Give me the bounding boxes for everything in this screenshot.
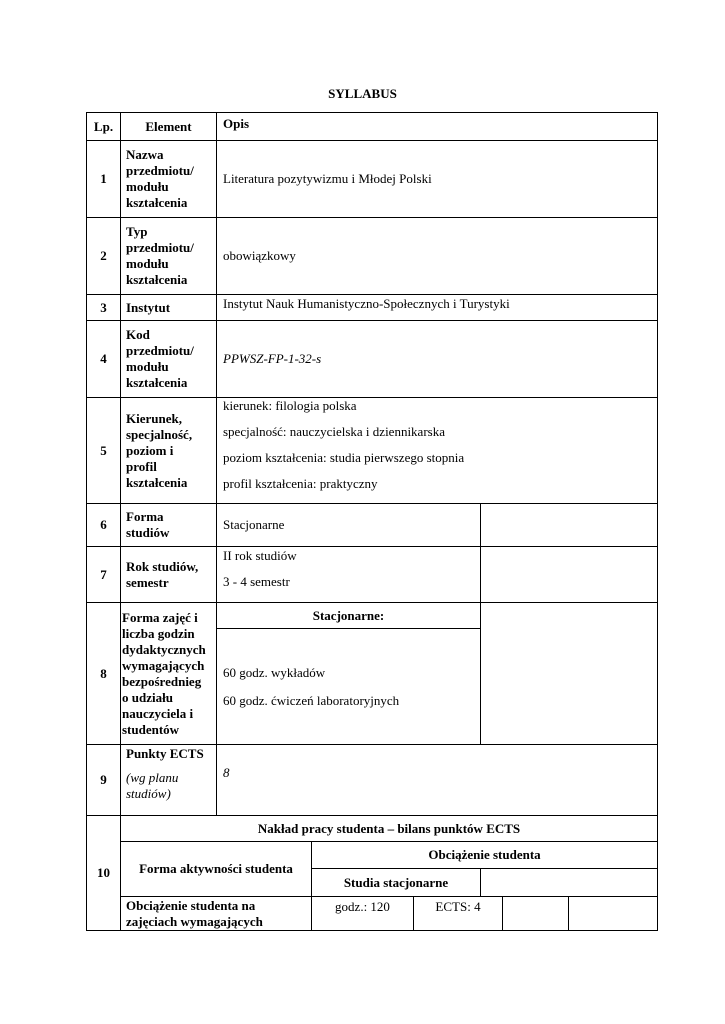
table-header-row (87, 113, 658, 141)
table-row (87, 295, 658, 321)
row-number: 8 (87, 603, 121, 745)
table-row (87, 816, 658, 842)
row-number: 4 (87, 321, 121, 398)
table-row (87, 321, 658, 398)
row-element-label: Instytut (121, 295, 217, 321)
empty-cell (481, 504, 658, 547)
row-number: 10 (87, 816, 121, 931)
field-of-study-details: kierunek: filologia polska specjalność: nauczycielska i dziennikarska poziom kształcenia: studia pierwszego stopnia profil kształcenia: praktyczny (217, 398, 658, 504)
empty-cell (503, 897, 569, 931)
stationary-subheader: Stacjonarne: (217, 603, 481, 629)
row-number: 6 (87, 504, 121, 547)
header-opis: Opis (217, 113, 658, 141)
row-number: 7 (87, 547, 121, 603)
workload-ects: ECTS: 4 (414, 897, 503, 931)
row-element-label: Kod przedmiotu/ modułu kształcenia (121, 321, 217, 398)
document-title: SYLLABUS (328, 86, 397, 101)
table-row (87, 547, 658, 603)
institute-name: Instytut Nauk Humanistyczno-Społecznych i Turystyki (217, 295, 658, 321)
row-element-label: Forma studiów (121, 504, 217, 547)
empty-cell (481, 603, 658, 745)
row-element-label: Forma zajęć i liczba godzin dydaktycznych wymagających bezpośrednieg o udziału nauczyciela i studentów (121, 603, 217, 745)
row-number: 3 (87, 295, 121, 321)
row-element-label: Rok studiów, semestr (121, 547, 217, 603)
course-code: PPWSZ-FP-1-32-s (217, 321, 658, 398)
workload-hours: godz.: 120 (312, 897, 414, 931)
table-row (87, 218, 658, 295)
ects-points: 8 (217, 745, 658, 816)
row-number: 2 (87, 218, 121, 295)
row-element-label: Nazwa przedmiotu/ modułu kształcenia (121, 141, 217, 218)
workload-row-label: Obciążenie studenta na zajęciach wymagających (121, 897, 312, 931)
activity-column-header: Forma aktywności studenta (121, 842, 312, 897)
load-column-header: Obciążenie studenta (312, 842, 658, 869)
row-element-label: Punkty ECTS (wg planu studiów) (121, 745, 217, 816)
row-number: 1 (87, 141, 121, 218)
workload-heading: Nakład pracy studenta – bilans punktów ECTS (121, 816, 658, 842)
row-element-label: Kierunek, specjalność, poziom i profil kształcenia (121, 398, 217, 504)
table-row (87, 603, 658, 629)
teaching-hours: 60 godz. wykładów 60 godz. ćwiczeń laboratoryjnych (217, 629, 481, 745)
study-form: Stacjonarne (217, 504, 481, 547)
course-type: obowiązkowy (217, 218, 658, 295)
header-lp: Lp. (87, 113, 121, 141)
empty-cell (481, 869, 658, 897)
course-name: Literatura pozytywizmu i Młodej Polski (217, 141, 658, 218)
table-row (87, 398, 658, 504)
table-row (87, 842, 658, 869)
table-row (87, 897, 658, 931)
year-semester: II rok studiów 3 - 4 semestr (217, 547, 481, 603)
stationary-column-header: Studia stacjonarne (312, 869, 481, 897)
row-number: 9 (87, 745, 121, 816)
table-row (87, 745, 658, 816)
header-element: Element (121, 113, 217, 141)
table-row (87, 504, 658, 547)
empty-cell (569, 897, 658, 931)
row-number: 5 (87, 398, 121, 504)
row-element-label: Typ przedmiotu/ modułu kształcenia (121, 218, 217, 295)
table-row (87, 141, 658, 218)
syllabus-table (86, 112, 658, 931)
empty-cell (481, 547, 658, 603)
